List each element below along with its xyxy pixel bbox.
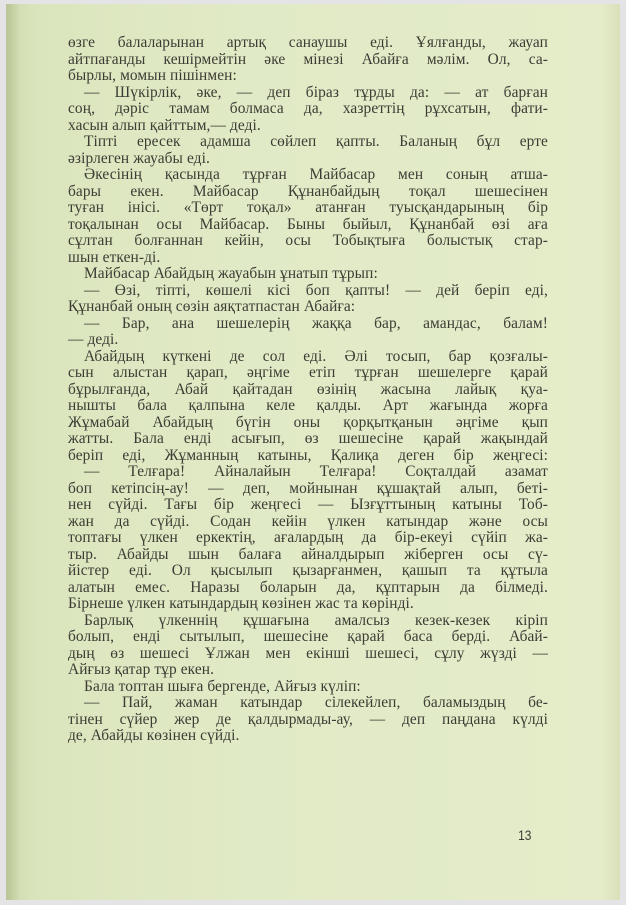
text-line: бырлы, момын пішінмен: xyxy=(68,67,237,84)
text-line: жан да сүйді. Содан кейін үлкен катындар және осы xyxy=(68,512,548,530)
text-line: беріп еді, Жұманның катыны, Қалиқа деген бір жеңгесі: xyxy=(68,446,548,464)
text-line: сұлтан болғаннан кейін, осы Тобықтыға болыстық стар- xyxy=(68,232,548,249)
text-line: Әкесінің қасында тұрған Майбасар мен соның атша- xyxy=(84,166,548,183)
text-line: алатын емес. Наразы боларын да, құптарын да білмеді. xyxy=(68,578,548,596)
text-line: — деді. xyxy=(68,331,119,348)
text-line: тінен сүйер жер де қалдырмады-ау, — деп паңдана күлді xyxy=(68,710,548,728)
text-line: шын еткен-ді. xyxy=(68,248,161,266)
text-line: бары екен. Майбасар Құнанбайдың тоқал шешесінен xyxy=(68,182,548,200)
text-line: туған інісі. «Төрт тоқал» атанған туысқандарының бір xyxy=(68,199,548,216)
text-line: Тіпті ересек адамша сөйлеп қапты. Баланың бұл ерте xyxy=(84,133,548,150)
text-line: өзге балаларынан артық санаушы еді. Ұялғанды, жауап xyxy=(68,34,548,51)
text-line: Айғыз қатар тұр екен. xyxy=(68,661,215,678)
text-line: тыр. Абайды шын балаға айналдырып жіберген осы сү- xyxy=(68,545,548,563)
text-line: жатты. Бала енді асығып, өз шешесіне қарай жақындай xyxy=(68,430,548,447)
text-line: Майбасар Абайдың жауабын ұнатып тұрып: xyxy=(84,265,378,282)
text-line: Бірнеше үлкен катындардың көзінен жас та көрінді. xyxy=(68,595,414,612)
text-line: — Пай, жаман катындар сілекейлеп, баламыздың бе- xyxy=(84,694,548,711)
text-line: хасын алып қайттым,— деді. xyxy=(68,116,261,134)
text-line: сын алыстан қарап, әңгіме етіп тұрған шешелерге қарай xyxy=(68,364,548,381)
text-line: соң, дәріс тамам болмаса да, хазреттің рұхсатын, фати- xyxy=(68,100,548,117)
book-page xyxy=(6,4,620,900)
text-line: Жұмабай Абайдың бүгін оны қорқытқанын әңгіме қып xyxy=(68,413,548,431)
text-line: айтпағанды кешірмейтін әке мінезі Абайға мәлім. Ол, са- xyxy=(68,50,548,68)
text-line: әзірлеген жауабы еді. xyxy=(68,149,210,167)
text-line: Абайдың күткені де сол еді. Әлі тосып, бар қозғалы- xyxy=(84,347,548,365)
text-line: Барлық үлкеннің құшағына амалсыз кезек-кезек кіріп xyxy=(84,611,548,629)
text-line: топтағы үлкен еркектің, ағалардың да бір-екеуі сүйіп жа- xyxy=(68,529,548,546)
text-line: боп кетіпсің-ау! — деп, мойнынан құшақтай алып, беті- xyxy=(68,479,548,497)
page-body-text xyxy=(68,35,548,745)
text-line: йістер еді. Ол қысылып қызарғанмен, қашып та құтыла xyxy=(68,562,548,579)
text-line: — Өзі, тіпті, көшелі кісі боп қапты! — дей беріп еді, xyxy=(84,281,548,299)
text-line: — Бар, ана шешелерің жаққа бар, амандас, балам! xyxy=(84,314,548,332)
text-line: нышты бала қалпына келе қалды. Арт жағында жорға xyxy=(68,397,548,414)
text-line: бұрылғанда, Абай қайтадан өзінің жасына лайық қуа- xyxy=(68,380,548,398)
text-line: тоқалынан осы Майбасар. Быны быйыл, Құнанбай өзі аға xyxy=(68,215,548,233)
page-number: 13 xyxy=(518,827,532,843)
text-line: нен сүйді. Тағы бір жеңгесі — Ызғұттының катыны Тоб- xyxy=(68,496,548,513)
text-line: болып, енді сытылып, шешесіне қарай баса берді. Абай- xyxy=(68,628,548,645)
text-line: Бала топтан шыға бергенде, Айғыз күліп: xyxy=(84,677,361,695)
text-line: де, Абайды көзінен сүйді. xyxy=(68,727,240,744)
text-line: — Шүкірлік, әке, — деп біраз тұрды да: — ат барған xyxy=(84,83,548,101)
text-line: Құнанбай оның сөзін аяқтатпастан Абайға: xyxy=(68,298,356,315)
text-line: дың өз шешесі Ұлжан мен екінші шешесі, сұлу жүзді — xyxy=(68,644,548,662)
text-line: — Телғара! Айналайын Телғара! Соқталдай азамат xyxy=(84,463,548,480)
